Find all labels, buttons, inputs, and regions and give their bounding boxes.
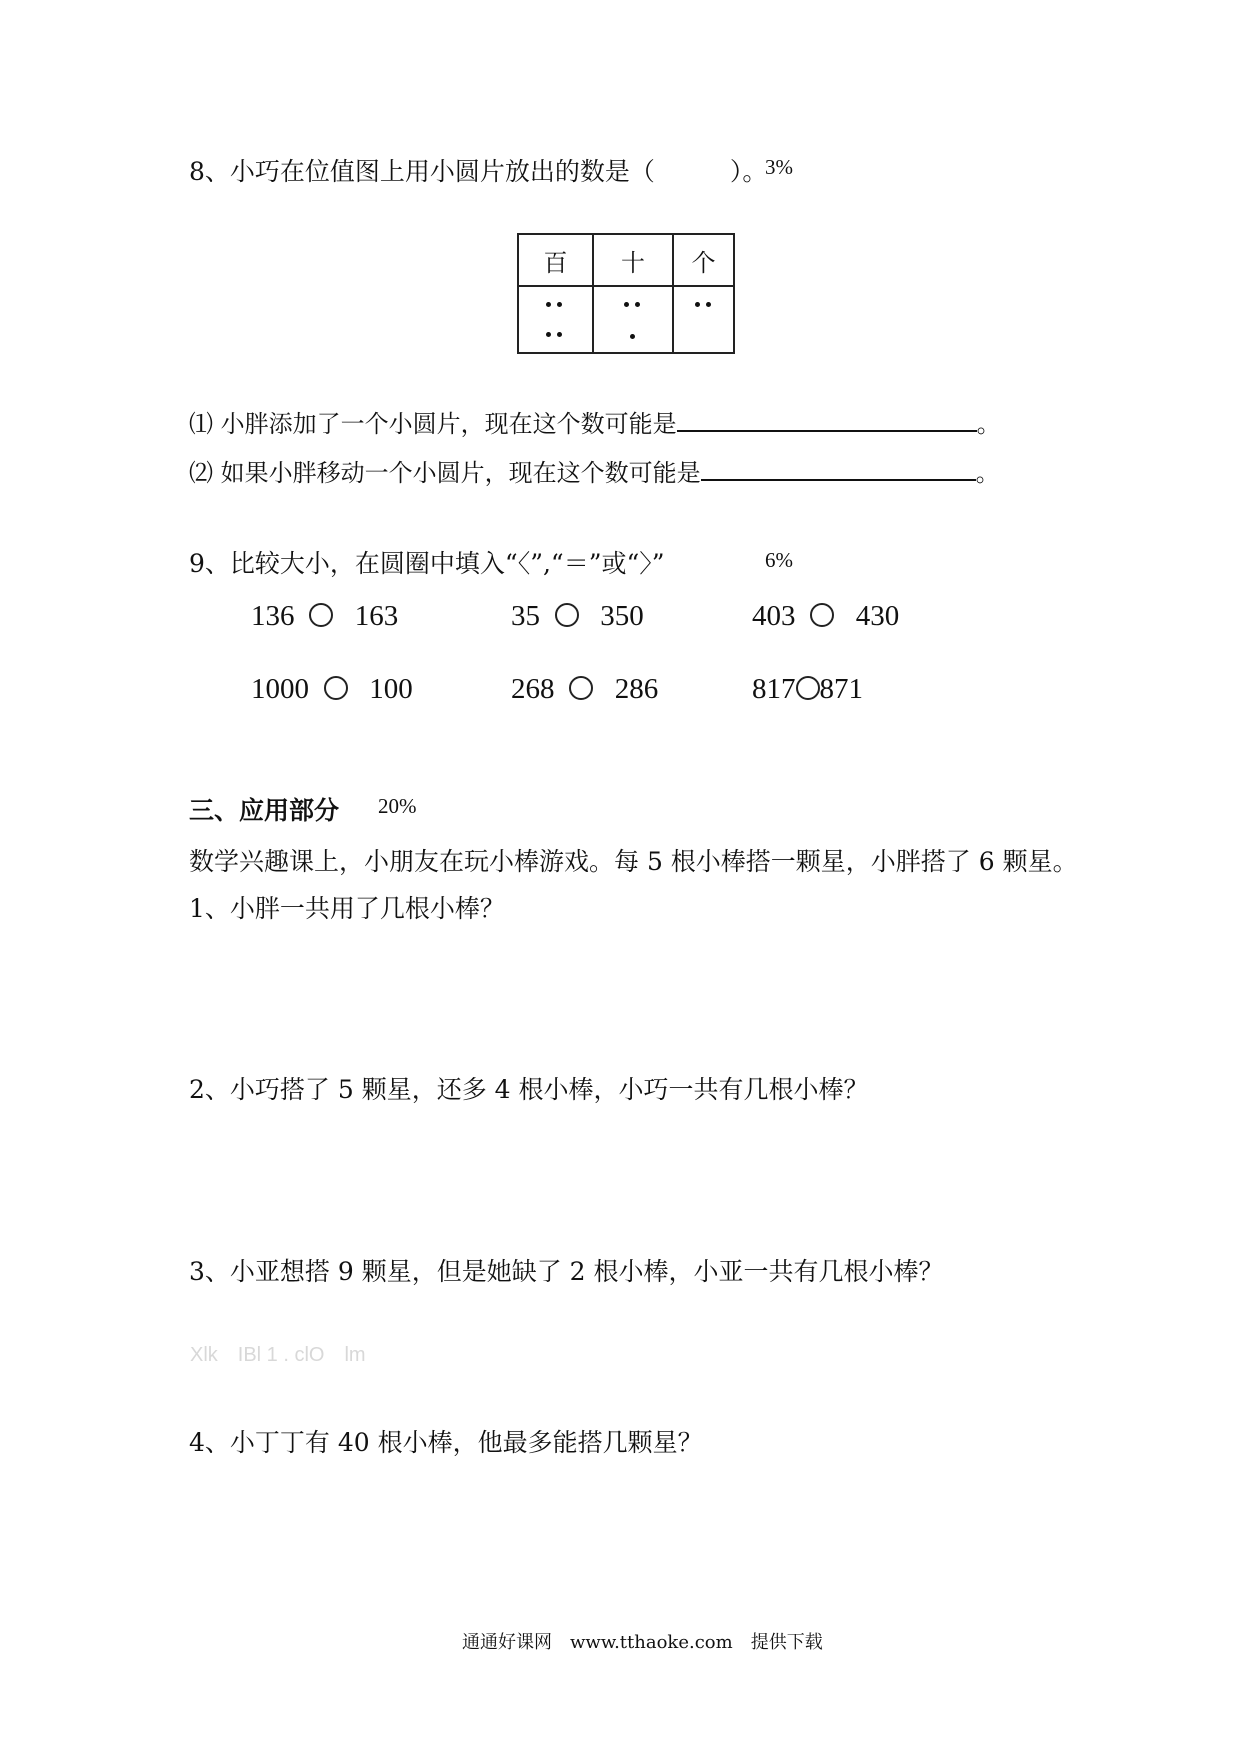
cell-hundreds xyxy=(518,286,593,353)
q8-text: 8、小巧在位值图上用小圆片放出的数是（ ）。 xyxy=(189,157,768,186)
counter-dot xyxy=(706,302,711,307)
dots-tens xyxy=(594,287,672,352)
place-value-chart xyxy=(517,233,735,354)
comparison-left: 817 xyxy=(752,673,796,705)
comparison-4 xyxy=(251,673,413,706)
counter-dot xyxy=(546,302,551,307)
counter-dot xyxy=(630,334,635,339)
comparison-right: 286 xyxy=(614,673,659,705)
compare-circle[interactable] xyxy=(796,676,820,700)
comparison-6 xyxy=(752,673,863,706)
comparison-left: 268 xyxy=(511,673,555,705)
counter-dot xyxy=(635,302,640,307)
comparison-2 xyxy=(511,600,644,633)
answer-blank-2[interactable] xyxy=(701,457,976,481)
application-question-3: 3、小亚想搭 9 颗星，但是她缺了 2 根小棒，小亚一共有几根小棒？ xyxy=(189,1257,944,1286)
q8-sub1-end: 。 xyxy=(976,410,1001,438)
comparison-right: 430 xyxy=(855,600,900,632)
q8-sub1-text: ⑴ 小胖添加了一个小圆片，现在这个数可能是 xyxy=(189,410,677,438)
comparison-right: 163 xyxy=(354,600,399,632)
q9-percent: 6% xyxy=(765,548,793,572)
compare-circle[interactable] xyxy=(810,603,834,627)
footer-credit: 通通好课网 www.tthaoke.com 提供下载 xyxy=(462,1632,823,1653)
comparison-right: 871 xyxy=(819,673,863,705)
q8-percent: 3% xyxy=(765,155,793,179)
comparison-5 xyxy=(511,673,658,706)
header-hundreds: 百 xyxy=(518,234,593,286)
cell-tens xyxy=(593,286,673,353)
header-tens: 十 xyxy=(593,234,673,286)
compare-circle[interactable] xyxy=(555,603,579,627)
header-ones: 个 xyxy=(673,234,734,286)
compare-circle[interactable] xyxy=(309,603,333,627)
application-question-4: 4、小丁丁有 40 根小棒，他最多能搭几颗星？ xyxy=(189,1428,703,1457)
comparison-left: 136 xyxy=(251,600,295,632)
dots-ones xyxy=(674,287,733,352)
comparison-1 xyxy=(251,600,398,633)
cell-ones xyxy=(673,286,734,353)
application-question-1: 1、小胖一共用了几根小棒？ xyxy=(189,894,505,923)
comparison-right: 100 xyxy=(369,673,413,705)
comparison-right: 350 xyxy=(600,600,644,632)
faint-watermark: Xlk IBl 1 . clO lm xyxy=(190,1344,366,1366)
comparison-left: 1000 xyxy=(251,673,309,705)
q8-sub2-text: ⑵ 如果小胖移动一个小圆片，现在这个数可能是 xyxy=(189,459,701,487)
q8-sub2-end: 。 xyxy=(975,459,1000,487)
answer-blank-1[interactable] xyxy=(677,408,977,432)
q9-text: 9、比较大小，在圆圈中填入“〈”,“＝”或“〉” xyxy=(189,549,665,578)
section3-intro: 数学兴趣课上，小朋友在玩小棒游戏。每 5 根小棒搭一颗星，小胖搭了 6 颗星。 xyxy=(189,847,1078,876)
compare-circle[interactable] xyxy=(569,676,593,700)
comparison-left: 403 xyxy=(752,600,796,632)
section3-percent: 20% xyxy=(378,794,417,818)
compare-circle[interactable] xyxy=(324,676,348,700)
application-question-2: 2、小巧搭了 5 颗星，还多 4 根小棒，小巧一共有几根小棒？ xyxy=(189,1075,869,1104)
counter-dot xyxy=(557,332,562,337)
counter-dot xyxy=(546,332,551,337)
comparison-left: 35 xyxy=(511,600,540,632)
counter-dot xyxy=(695,302,700,307)
counter-dot xyxy=(557,302,562,307)
comparison-3 xyxy=(752,600,899,633)
q8-sub1 xyxy=(189,404,1001,439)
dots-hundreds xyxy=(519,287,592,352)
q8-sub2 xyxy=(189,453,1000,488)
counter-dot xyxy=(624,302,629,307)
section3-title: 三、应用部分 xyxy=(189,796,340,825)
